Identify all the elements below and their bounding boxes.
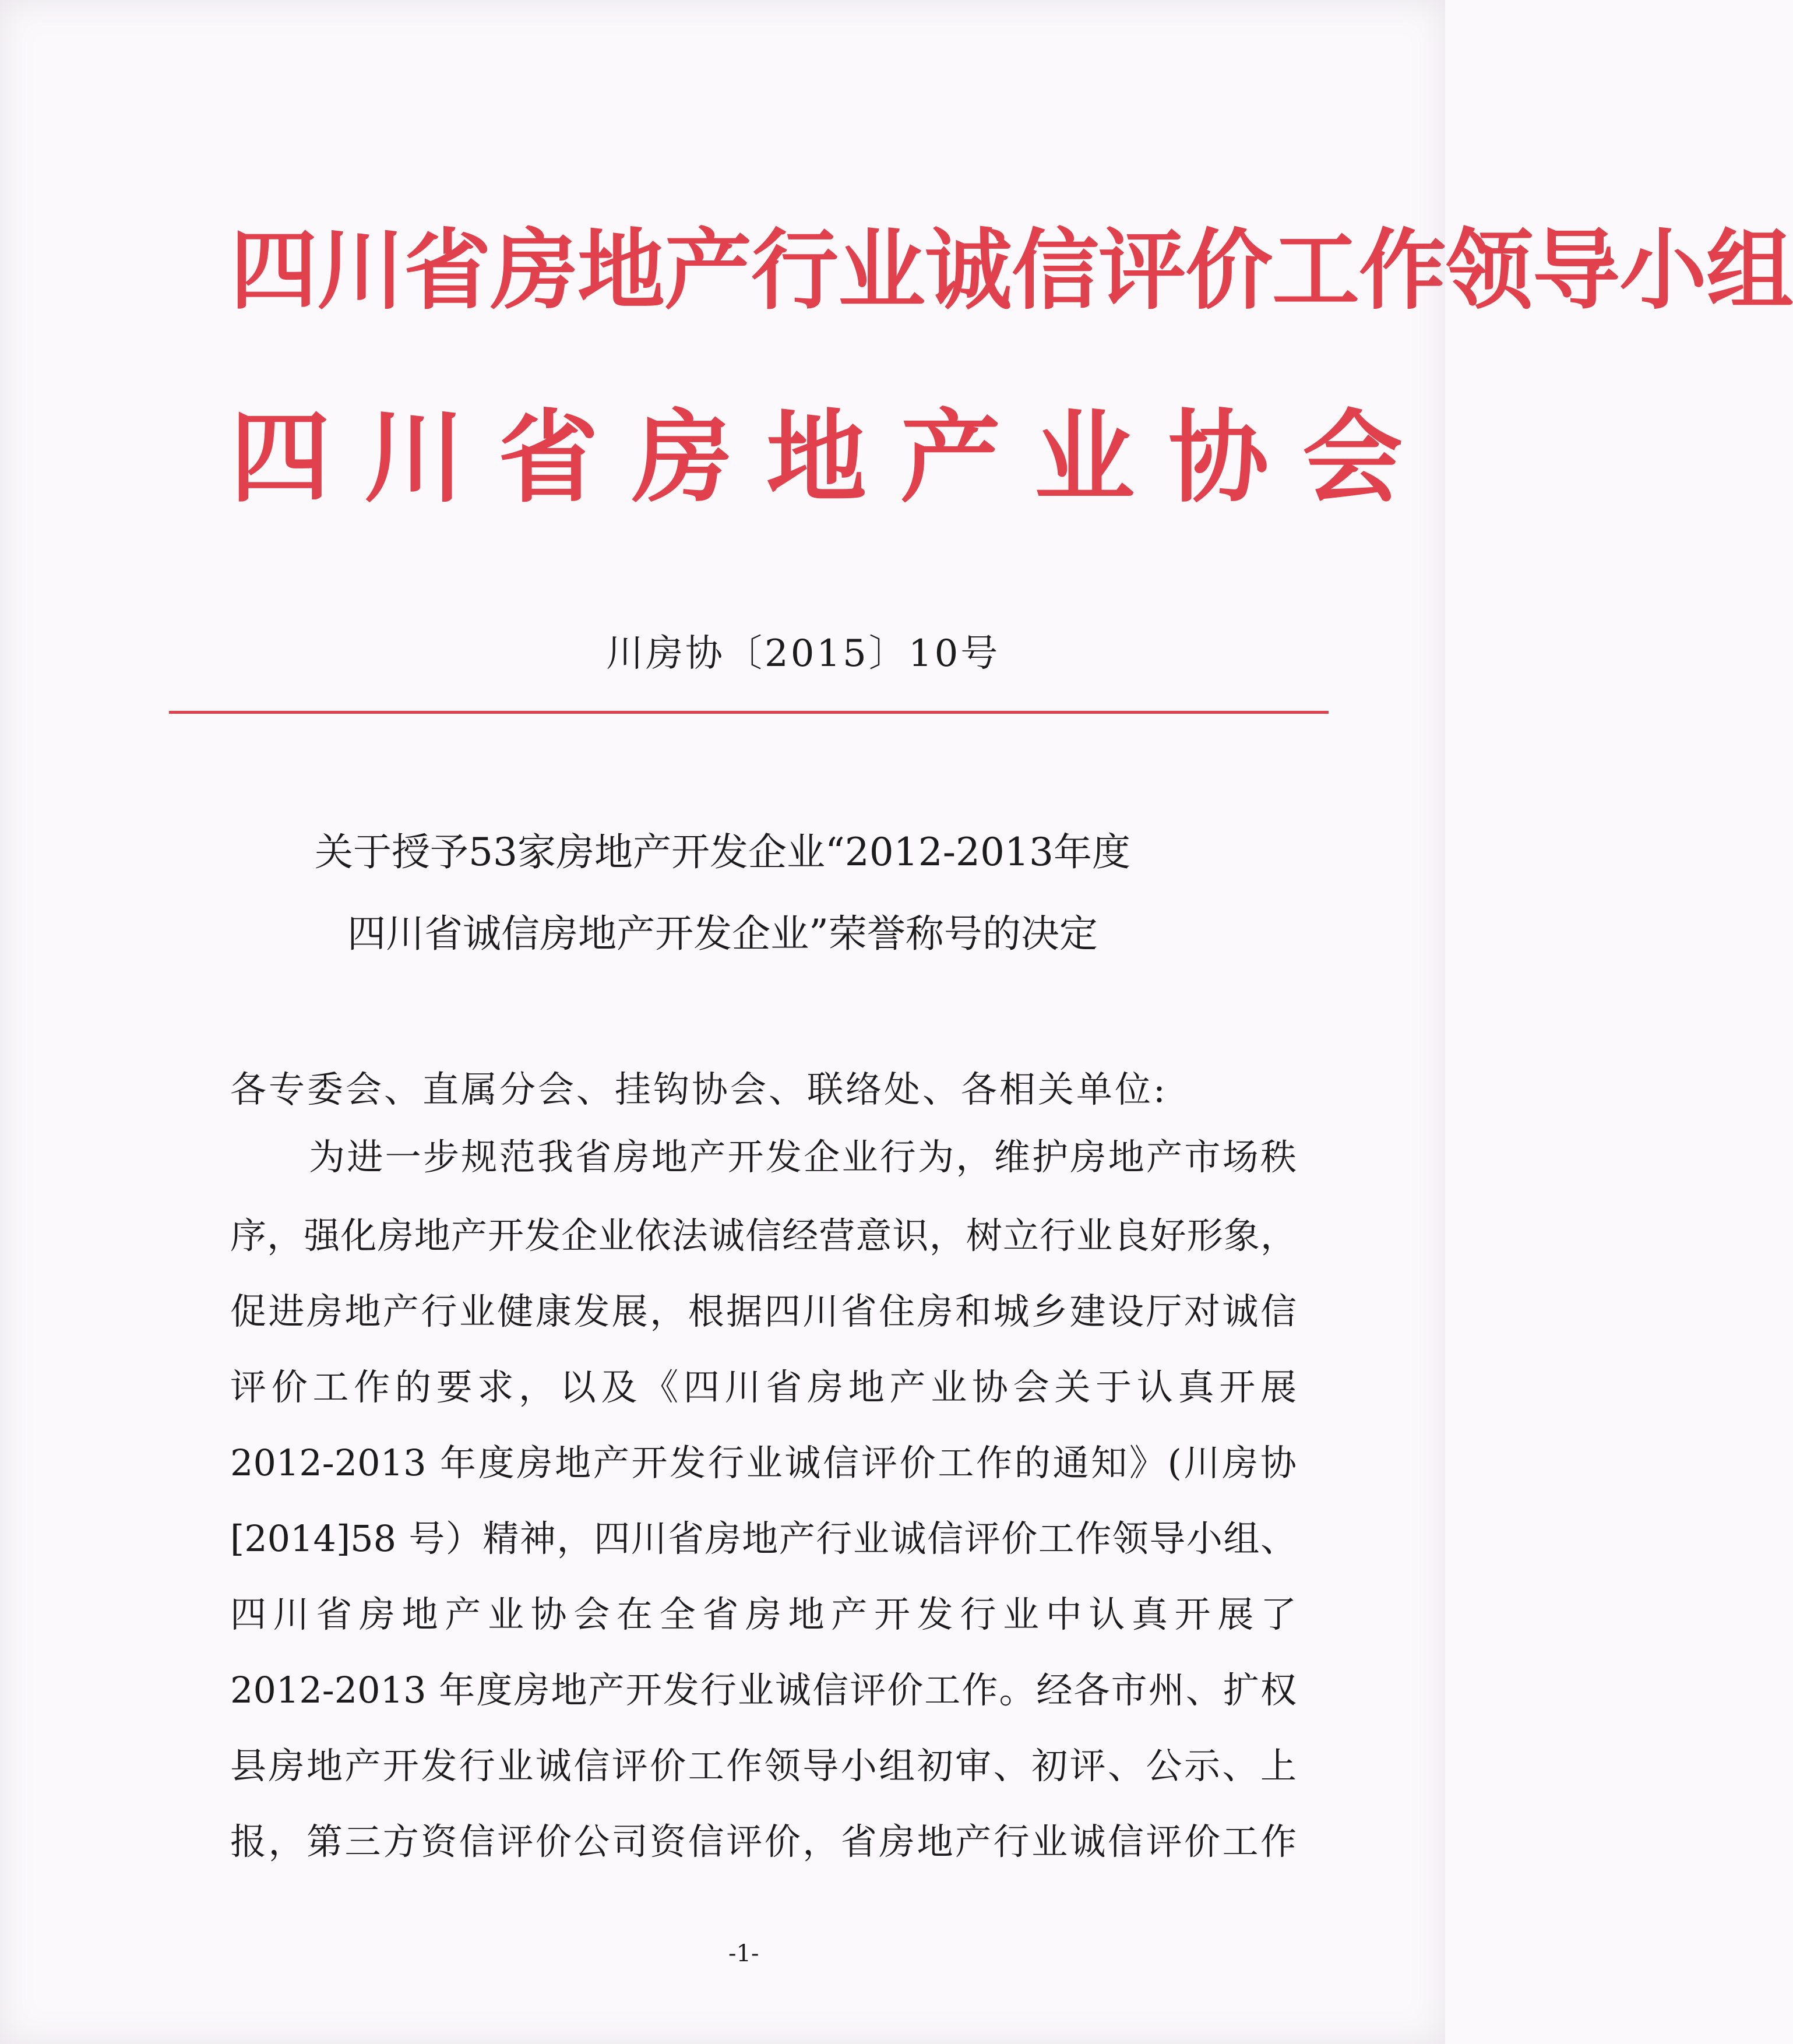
page-number: -1-: [728, 1940, 759, 1967]
issuer-name-line-2: 四川省房地产业协会: [230, 399, 1436, 516]
salutation: 各专委会、直属分会、挂钩协会、联络处、各相关单位:: [230, 1068, 1168, 1111]
body-line: 评价工作的要求，以及《四川省房地产业协会关于认真开展: [230, 1366, 1297, 1408]
body-line: 四川省房地产业协会在全省房地产开发行业中认真开展了: [230, 1593, 1297, 1636]
body-line: 2012-2013 年度房地产开发行业诚信评价工作的通知》(川房协: [230, 1442, 1297, 1484]
body-line: 报，第三方资信评价公司资信评价，省房地产行业诚信评价工作: [230, 1820, 1297, 1863]
document-number: 川房协〔2015〕10号: [606, 632, 1001, 675]
document-title-line-2: 四川省诚信房地产开发企业”荣誉称号的决定: [347, 911, 1098, 956]
issuer-name-line-1: 四川省房地产行业诚信评价工作领导小组: [230, 220, 1793, 322]
body-line: 为进一步规范我省房地产开发企业行为，维护房地产市场秩: [309, 1136, 1297, 1178]
body-line: [2014]58 号）精神，四川省房地产行业诚信评价工作领导小组、: [230, 1517, 1297, 1560]
body-line: 2012-2013 年度房地产开发行业诚信评价工作。经各市州、扩权: [230, 1669, 1297, 1711]
red-divider-line: [169, 711, 1329, 714]
body-line: 县房地产开发行业诚信评价工作领导小组初审、初评、公示、上: [230, 1745, 1297, 1787]
document-title-line-1: 关于授予53家房地产开发企业“2012-2013年度: [315, 830, 1130, 875]
body-line: 序，强化房地产开发企业依法诚信经营意识，树立行业良好形象，: [230, 1214, 1297, 1257]
body-line: 促进房地产行业健康发展，根据四川省住房和城乡建设厅对诚信: [230, 1290, 1297, 1333]
